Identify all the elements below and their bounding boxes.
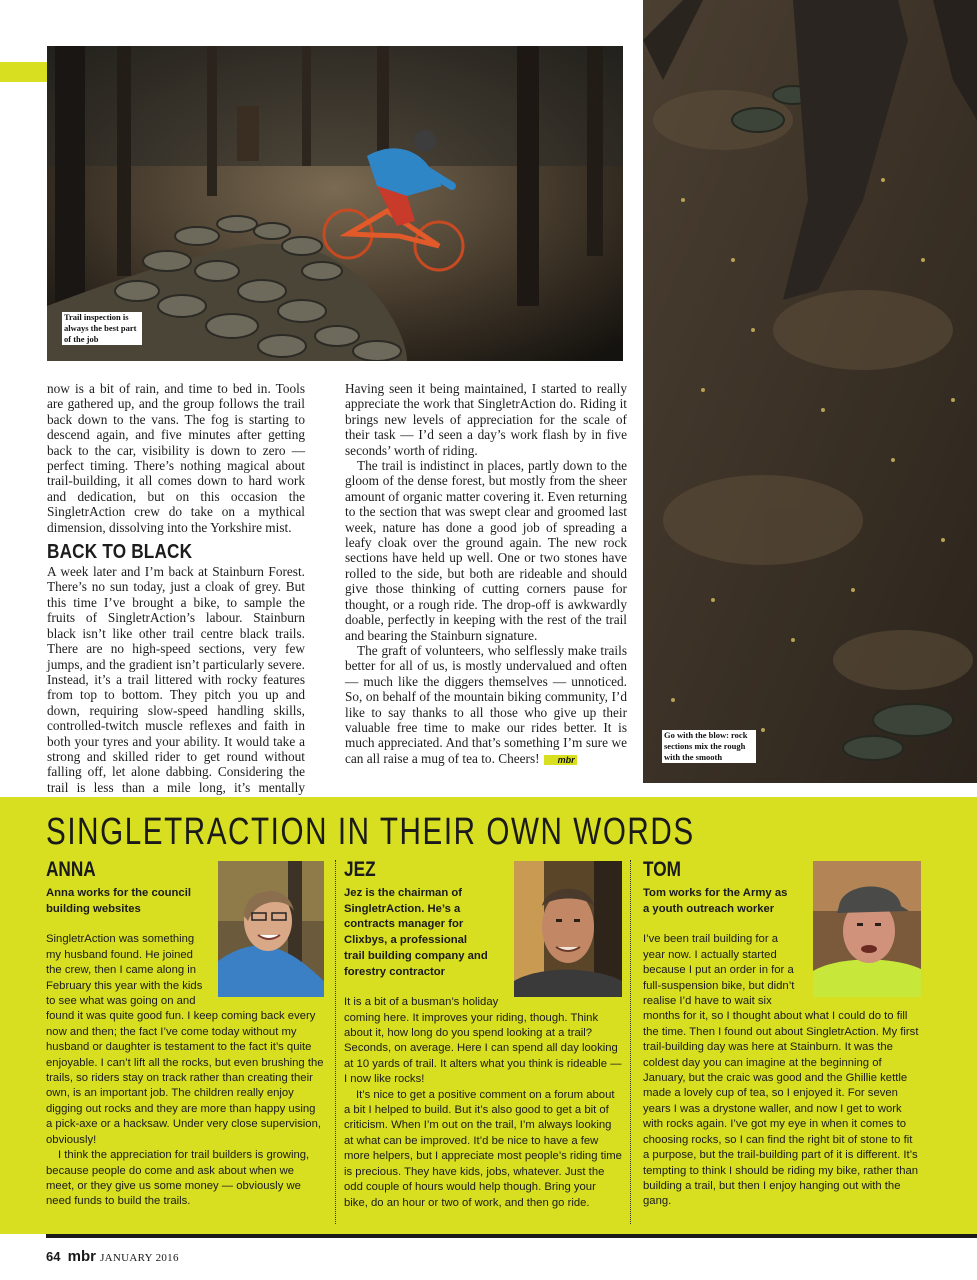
article-column-right: [345, 381, 627, 766]
article-paragraph: The trail is indistinct in places, partly down to the gloom of the dense forest, but mostly from the sheer amount of organic matter covering it. Even returning to the section that was swept clear and groomed last week, nature has done a good job of spreading a leafy cloak over the ground again. The new rock sections have held up well. One or two stones have rolled to the side, but both are rideable and should give those thinking of cutting corners pause for thought, or a rough ride. The drop-off is awkwardly doable, perfectly in keeping with the rest of the trail and bearing the Stainburn signature.: [345, 458, 627, 643]
page-number: 64: [46, 1249, 61, 1264]
photo-caption: Trail inspection is always the best part of the job: [62, 312, 142, 345]
article-subhead: BACK TO BLACK: [47, 541, 193, 564]
profile-name: ANNA: [46, 858, 96, 881]
article-paragraph: Having seen it being maintained, I started to really appreciate the work that SingletrAction do. Riding it brings new levels of appreciation for the scale of their task — I’d seen a day’s work flash by in five seconds’ worth of riding.: [345, 381, 627, 458]
profile-anna: [46, 859, 324, 1210]
profile-name: JEZ: [344, 858, 376, 881]
profile-jez: [344, 859, 622, 1211]
photo-caption: Go with the blow: rock sections mix the rough with the smooth: [662, 730, 756, 763]
sidebar-box-title: SINGLETRACTION IN THEIR OWN WORDS: [46, 811, 695, 853]
forest-floor-photo: [643, 0, 977, 783]
profile-paragraph: It is a bit of a busman’s holiday coming here. It improves your riding, though. Think about it, how long do you spend looking at a trail? Seconds, on average. Here I can spend all day looking at 10 yards of trail. It alters what you think is rideable — I now like rocks!: [344, 996, 622, 1086]
column-divider: [630, 860, 631, 1224]
profile-name: TOM: [643, 858, 681, 881]
tom-portrait: [813, 861, 921, 997]
profile-paragraph: It’s nice to get a positive comment on a forum about a bit I helped to build. But it’s also good to get a bit of criticism. When I’m out on the trail, I’m always looking at what can be improved. It’d be nice to have a few more helpers, but I appreciate most people’s riding time is precious. They have kids, jobs, whatever. Just the odd couple of hours would help though. Bring your bike, do an hour or two of work, and then go ride.: [344, 1088, 622, 1209]
profile-paragraph: SingletrAction was something my husband found. He joined the crew, then I came along in February this year with the kids to see what was going on and found it was quite good fun. I keep coming back every now and then; the fact I’ve come today without my husband or daughter is testament to the fact it’s quite enjoyable. I can’t lift all the rocks, but even brushing the trails, so riders stay on track rather than creating their own, is an important job. The children really enjoy digging out rocks and they are more than happy using a pick-axe or a hacksaw. Under very close supervision, obviously!: [46, 933, 324, 1146]
profile-paragraph: I think the appreciation for trail builders is growing, because people do come and ask about when we meet, or they give us some money — obviously we need funds to build the trails.: [46, 1149, 310, 1208]
article-paragraph: A week later and I’m back at Stainburn Forest. There’s no sun today, just a cloak of grey. But this time I’ve brought a bike, to sample the fruits of SingletrAction’s labour. Stainburn black isn’t like other trail centre black trails. There are no high-speed sections, very few jumps, and the gradient isn’t particularly severe. Instead, it’s a trail littered with rocky features from top to bottom. They pitch you up and down, requiring slow-speed handling skills, controlled-twitch muscle reflexes and faith in both your tyres and your ability. It would take a strong and skilled rider to get round without falling off, let alone dabbing. Considering the trail is less than a mile long, it’s mentally: [47, 564, 305, 795]
profile-paragraph: I’ve been trail building for a year now. I actually started because I put an order in for a full-suspension bike, but didn’t realise I’d have to wait six months for it, so I thought about what I could do to fill the time. Then I found out about SingletrAction. My first trail-building day was here at Stainburn. It was the coldest day you can imagine at the beginning of January, but the craic was good and the Ghillie kettle made a lovely cup of tea, so I enjoyed it. For seven years I was a drystone waller, and now I get to work with rocks again. I’ve got my eye in when it comes to choosing rocks, so I can find the right bit of stone to fit a purpose, but the trail-building part of it is different. It’s tempting to think I should be riding my bike, rather than building a trail, but then I enjoy hanging out with the gang.: [643, 933, 919, 1208]
anna-portrait: [218, 861, 324, 997]
article-column-left: [47, 381, 305, 811]
profile-role: Anna works for the council building websites: [46, 887, 191, 915]
profile-tom: [643, 859, 921, 1210]
issue-date: JANUARY 2016: [100, 1252, 179, 1264]
magazine-logo: mbr: [67, 1248, 96, 1265]
jez-portrait: [514, 861, 622, 997]
article-paragraph: The graft of volunteers, who selflessly make trails better for all of us, is mostly undervalued and often — much like the diggers themselves — unnoticed. So, on behalf of the mountain biking community, I’d like to say thanks to all those who give up their valuable free time to make our rides better. It is much appreciated. And that’s something I’m sure we can all raise a mug of tea to. Cheers! mbr: [345, 642, 627, 766]
page-folio: [46, 1249, 179, 1266]
footer-rule: [46, 1234, 977, 1238]
column-divider: [335, 860, 336, 1224]
article-paragraph: now is a bit of rain, and time to bed in. Tools are gathered up, and the group follows the trail back down to the vans. The fog is starting to descend again, and five minutes after getting back to the car, visibility is down to zero — perfect timing. There’s nothing magical about trail-building, it all comes down to hard work and dedication, but on this occasion the SingletrAction crew do take on a mythical dimension, dissolving into the Yorkshire mist.: [47, 381, 305, 535]
profile-role: Tom works for the Army as a youth outreach worker: [643, 887, 788, 915]
profile-role: Jez is the chairman of SingletrAction. He’s a contracts manager for Clixbys, a professional trail building company and forestry contractor: [344, 887, 488, 978]
end-mark-logo: mbr: [544, 755, 577, 765]
